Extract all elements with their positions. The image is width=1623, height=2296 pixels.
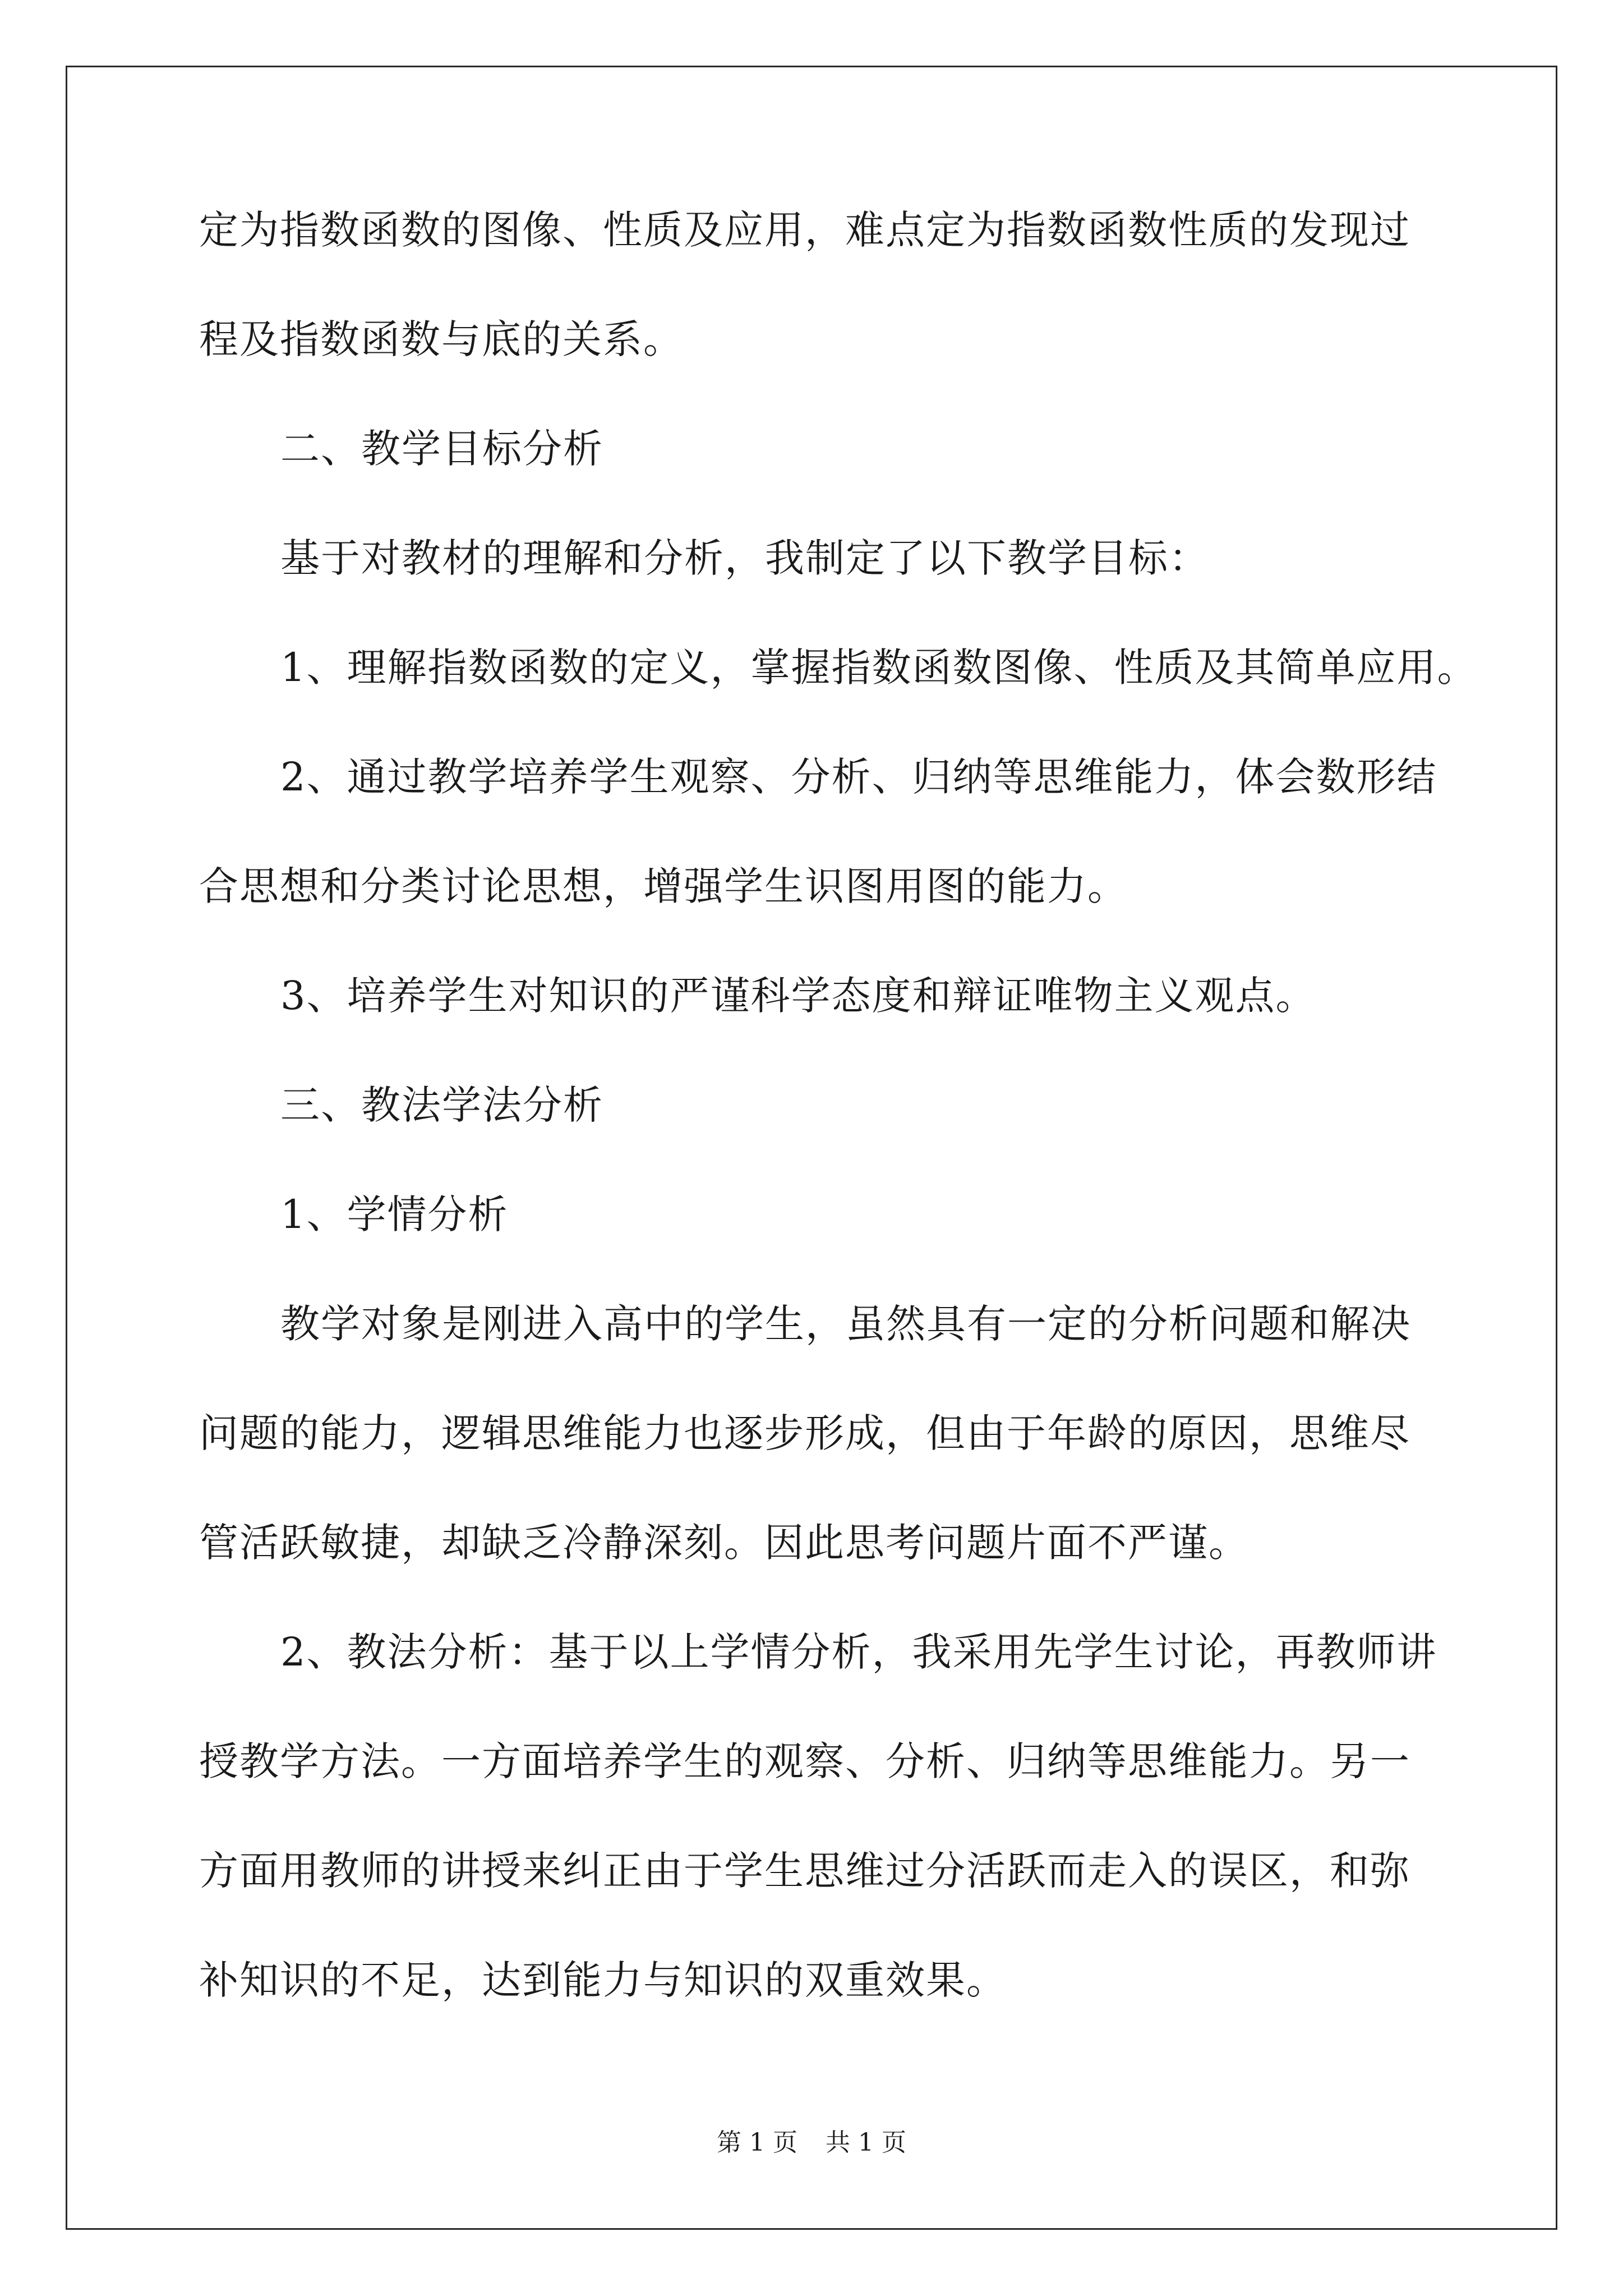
subsection-heading: 1、学情分析 bbox=[280, 1191, 509, 1237]
page-border bbox=[66, 66, 1557, 2230]
page-footer bbox=[0, 2126, 1623, 2160]
text-line: 程及指数函数与底的关系。 bbox=[199, 316, 684, 362]
text-line: 教学对象是刚进入高中的学生，虽然具有一定的分析问题和解决 bbox=[280, 1301, 1411, 1347]
text-line: 管活跃敏捷，却缺乏冷静深刻。因此思考问题片面不严谨。 bbox=[199, 1520, 1249, 1566]
text-line: 合思想和分类讨论思想，增强学生识图用图的能力。 bbox=[199, 863, 1128, 909]
page-total: 共 1 页 bbox=[826, 2128, 906, 2157]
text-line: 问题的能力，逻辑思维能力也逐步形成，但由于年龄的原因，思维尽 bbox=[199, 1410, 1410, 1456]
list-item: 3、培养学生对知识的严谨科学态度和辩证唯物主义观点。 bbox=[280, 973, 1316, 1019]
list-item: 1、理解指数函数的定义，掌握指数函数图像、性质及其简单应用。 bbox=[280, 645, 1478, 691]
section-heading: 二、教学目标分析 bbox=[280, 426, 603, 472]
text-line: 补知识的不足，达到能力与知识的双重效果。 bbox=[199, 1957, 1007, 2003]
text-line: 2、教法分析：基于以上学情分析，我采用先学生讨论，再教师讲 bbox=[280, 1629, 1437, 1675]
text-line: 授教学方法。一方面培养学生的观察、分析、归纳等思维能力。另一 bbox=[199, 1738, 1410, 1784]
text-line: 方面用教师的讲授来纠正由于学生思维过分活跃而走入的误区，和弥 bbox=[199, 1848, 1410, 1894]
list-item: 2、通过教学培养学生观察、分析、归纳等思维能力，体会数形结 bbox=[280, 754, 1437, 800]
page-number: 第 1 页 bbox=[717, 2128, 797, 2157]
text-line: 定为指数函数的图像、性质及应用，难点定为指数函数性质的发现过 bbox=[199, 207, 1410, 253]
text-line: 基于对教材的理解和分析，我制定了以下教学目标： bbox=[280, 535, 1209, 581]
section-heading: 三、教法学法分析 bbox=[280, 1082, 603, 1128]
